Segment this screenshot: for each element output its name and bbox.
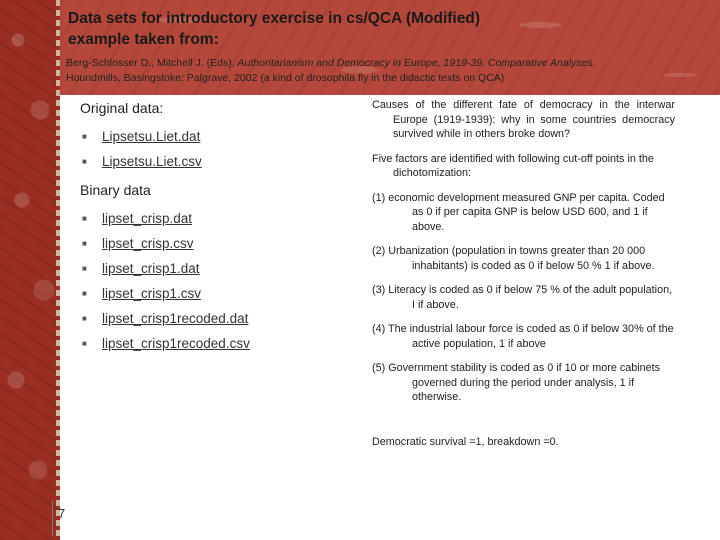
- binary-data-heading: Binary data: [80, 182, 151, 198]
- bullet-icon: ■: [82, 239, 87, 248]
- list-item: [80, 124, 360, 149]
- list-item: [80, 149, 360, 174]
- file-link[interactable]: lipset_crisp.csv: [102, 236, 194, 251]
- file-link[interactable]: lipset_crisp1.csv: [102, 286, 202, 301]
- source-citation: [66, 56, 706, 86]
- file-link[interactable]: lipset_crisp1recoded.dat: [102, 311, 249, 326]
- original-files-list: [80, 124, 360, 174]
- source-publisher: Houndmills, Basingstoke: Palgrave, 2002 (a kind of drosophila fly in the didactic texts on QCA): [66, 72, 505, 84]
- factor-item: (3) Literacy is coded as 0 if below 75 % of the adult population, I if above.: [372, 284, 673, 311]
- research-question: Causes of the different fate of democracy in the interwar Europe (1919-1939): why in some countries democracy survived while in others broke down?: [372, 99, 675, 140]
- list-item: [80, 206, 360, 231]
- original-data-heading: Original data:: [80, 100, 164, 116]
- file-link[interactable]: lipset_crisp1recoded.csv: [102, 336, 250, 351]
- factor-item: (2) Urbanization (population in towns greater than 20 000 inhabitants) is coded as 0 if below 50 % 1 if above.: [372, 245, 655, 272]
- factor-item: (1) economic development measured GNP per capita. Coded as 0 if per capita GNP is below USD 600, and 1 if above.: [372, 191, 665, 233]
- bullet-icon: ■: [82, 214, 87, 223]
- list-item: [80, 231, 360, 256]
- source-book-title: Authoritarianism and Democracy in Europe, 1919-39. Comparative Analyses.: [237, 57, 596, 69]
- factors-intro: Five factors are identified with following cut-off points in the dichotomization:: [372, 152, 654, 179]
- list-item: [80, 281, 360, 306]
- decorative-left-band: [0, 0, 60, 540]
- file-link[interactable]: Lipsetsu.Liet.dat: [102, 129, 201, 144]
- title-area: [60, 8, 680, 50]
- list-item: [80, 331, 360, 356]
- binary-files-list: [80, 206, 360, 356]
- file-link[interactable]: lipset_crisp.dat: [102, 211, 193, 226]
- bullet-icon: ■: [82, 132, 87, 141]
- data-files-column: [80, 96, 360, 362]
- slide-title: Data sets for introductory exercise in cs/QCA (Modified) example taken from:: [68, 10, 480, 48]
- bullet-icon: ■: [82, 314, 87, 323]
- bullet-icon: ■: [82, 264, 87, 273]
- list-item: [80, 306, 360, 331]
- description-column: [372, 98, 675, 459]
- page-number-divider: [52, 500, 53, 536]
- file-link[interactable]: lipset_crisp1.dat: [102, 261, 200, 276]
- source-authors: Berg-Schlosser D., Mitchell J. (Eds).: [66, 57, 238, 69]
- outcome-definition: Democratic survival =1, breakdown =0.: [372, 435, 559, 448]
- bullet-icon: ■: [82, 289, 87, 298]
- bullet-icon: ■: [82, 339, 87, 348]
- file-link[interactable]: Lipsetsu.Liet.csv: [102, 154, 202, 169]
- factor-item: (4) The industrial labour force is coded as 0 if below 30% of the active population, 1 if above: [372, 323, 674, 350]
- list-item: [80, 256, 360, 281]
- bullet-icon: ■: [82, 157, 87, 166]
- factor-item: (5) Government stability is coded as 0 if 10 or more cabinets governed during the period under analysis, 1 if otherwise.: [372, 362, 661, 403]
- page-number: 7: [58, 506, 66, 521]
